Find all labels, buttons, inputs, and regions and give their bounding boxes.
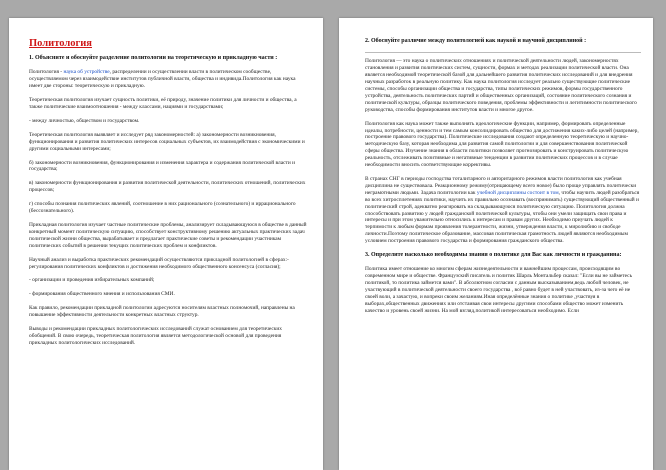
- right-paragraph-with-link: [365, 176, 641, 245]
- left-paragraph: Прикладная политология изучает частные политические проблемы, анализирует складывающуюся в обществе в данный конкретный момент политическую ситуацию, способствует конструктивному решению актуальных практических задач политической жизни общества, вырабатывает и предлагает практические советы и рекомендации участникам политических событий в решении текущих политических проблем и конфликтов.: [29, 222, 307, 249]
- intro-paragraph: [29, 69, 309, 90]
- heading-divider: [365, 52, 641, 53]
- left-paragraph: - организации и проведения избирательных компаний;: [29, 277, 155, 284]
- document-page-left: [9, 18, 323, 470]
- left-paragraph: Научный анализ и выработка практических рекомендаций осуществляются прикладной политологией в сферах:- регулирования политических конфликтов и достижения необходимого общественного консенсуса (согласия);: [29, 256, 289, 270]
- left-paragraph: Теоретическая политология выявляет и исследует ряд закономерностей: а) закономерности возникновения, функционирования и развития политических интересов социальных субъектов, их взаимодействия с экономическими и другими социальными интересами;: [29, 131, 305, 152]
- left-paragraph: Выводы и рекомендации прикладных политологических исследований служат основанием для теоретических обобщений. В свою очередь, теоретическая политология является методологической основой для проведения прикладных политологических исследований.: [29, 326, 283, 346]
- left-paragraph: - формирования общественного мнения и использования СМИ.: [29, 291, 175, 298]
- document-title: Политология: [29, 38, 92, 49]
- right-paragraph: Политика имеет отношение ко многим сферам жизнедеятельности и важнейшим процессам, происходящим во современном мире и обществе. Французский писатель и политик Шарль Монтальбер сказал: "Если вы не займетесь политикой, то политика займется вами". В абсолютном согласии с данным высказыванием,ведь любой человек, не участвующий в политической деятельности своего государства , всё равно будет в ней участвовать, из-за чего её не своей воли, а зачастую, и вопреки своим желаниям.Иная определённые знания о политике ,участвуя в выборах,общественных движениях или отстаивая свои интересы другими способами общество может изменить качество и уровень своей жизни. На мой взгляд,политикой интересоваться необходимо. Если: [365, 266, 633, 314]
- right-paragraph: Политология — это наука о политических отношениях и политической деятельности людей, закономерностях становления и развития политических систем, сущности, формах и методах реализации политической власти. Она является необходимой теоретической базой для дальнейшего развития политических исследований и для внедрения научных разработок в реальную политику. Как наука политология исследует реально существующие политические системы, способы организации общества и государства, типы политических режимов, формы государственного устройства, деятельность политических партий и общественных организаций, состояние политического сознания и политической культуры, образцы политического поведения, проблемы эффективности и легитимности политического руководства, способы формирования институтов власти и многое другое.: [365, 58, 637, 113]
- left-paragraph: Теоретическая политология изучает сущность политики, её природу, значение политики для личности и общества, а также политические взаимоотношения - между классами, нациями и государствами;: [29, 97, 297, 111]
- left-paragraph: б) закономерности возникновения, функционирования и изменения характера и содержания политической власти и государства;: [29, 159, 295, 173]
- intro-text-before: Политология -: [29, 69, 64, 76]
- left-paragraph: Как правило, рекомендации прикладной политологии адресуются носителям властных полномочий, направлены на повышение эффективности деятельности конкретных властных структур.: [29, 305, 295, 319]
- left-paragraph: г) способы познания политических явлений, соотношение в них рационального (сознательного) и иррационального (бессознательного).: [29, 201, 296, 215]
- question-2-heading: 2. Обоснуйте различие между политологией как наукой и научной дисциплиной :: [365, 38, 587, 44]
- text-before-link: В странах СНГ в периоды господства тоталитарного и авторитарного режимов власти политология как учебная дисциплина не существовала. Реакционному режиму(отрицающему всего новое) было проще управлять политически неграмотными людьми. Задача политологии как: [365, 176, 637, 196]
- discipline-hyperlink[interactable]: учебной дисциплины состоит в том: [476, 189, 559, 196]
- left-paragraph: - между личностью, обществом и государством.: [29, 117, 140, 124]
- question-1-heading: 1. Объясните и обоснуйте разделение политологии на теоретическую и прикладную части :: [29, 55, 278, 61]
- right-paragraph: Политология как наука может также выполнять идеологические функции, например, формировать определенные идеалы, потребности, ценности и тем самым консолидировать общество для достижения каких-либо целей (например, построение правового государства). Политические исследования создают определенную теоретическую и научно-методическую базу, которая необходима для развития самой политологии и для совершенствования политической сферы общества. Изучение знания в области политики позволяет прогнозировать и конструировать политическую реальность, отслеживать позитивные и негативные тенденции в развитии политических процессов и в случае необходимости вносить соответствующие коррективы.: [365, 120, 639, 169]
- intro-text-after: , распределении и осуществлении власти в политическом сообществе, осуществляемом через взаимодействие институтов публичной власти, общества и индивида.Политология как наука имеет две стороны: теоретическую и прикладную.: [29, 69, 296, 90]
- left-paragraph: в) закономерности функционирования и развития политической деятельности, политических отношений, политических процессов;: [29, 180, 306, 194]
- intro-hyperlink[interactable]: наука об устройстве: [63, 69, 110, 76]
- text-after-link: , чтобы научить людей разобраться во всех хитросплетениях политики, научить их правильно осознавать (воспринимать) существующий общественный и политический строй, адекватно реагировать на складывающуюся политическую ситуацию. Политология должна способствовать развитию у людей гражданской политической культуры, чтобы они умели защищать свои права и интересы и при этом уважительно относились к интересам и правам других. Необходимо приучать людей к терпимости к любым формам проявления толерантности, жизни, утверждения власти, к миролюбию и свободе личности.Поэтому политическое образование, массовая политическая грамотность людей являются необходимым условием построения правового государства и формирования гражданского общества.: [365, 189, 640, 245]
- question-3-heading: 3. Определите насколько необходимы знания о политике для Вас как личности и гражданина:: [365, 252, 622, 259]
- document-page-right: [339, 18, 653, 470]
